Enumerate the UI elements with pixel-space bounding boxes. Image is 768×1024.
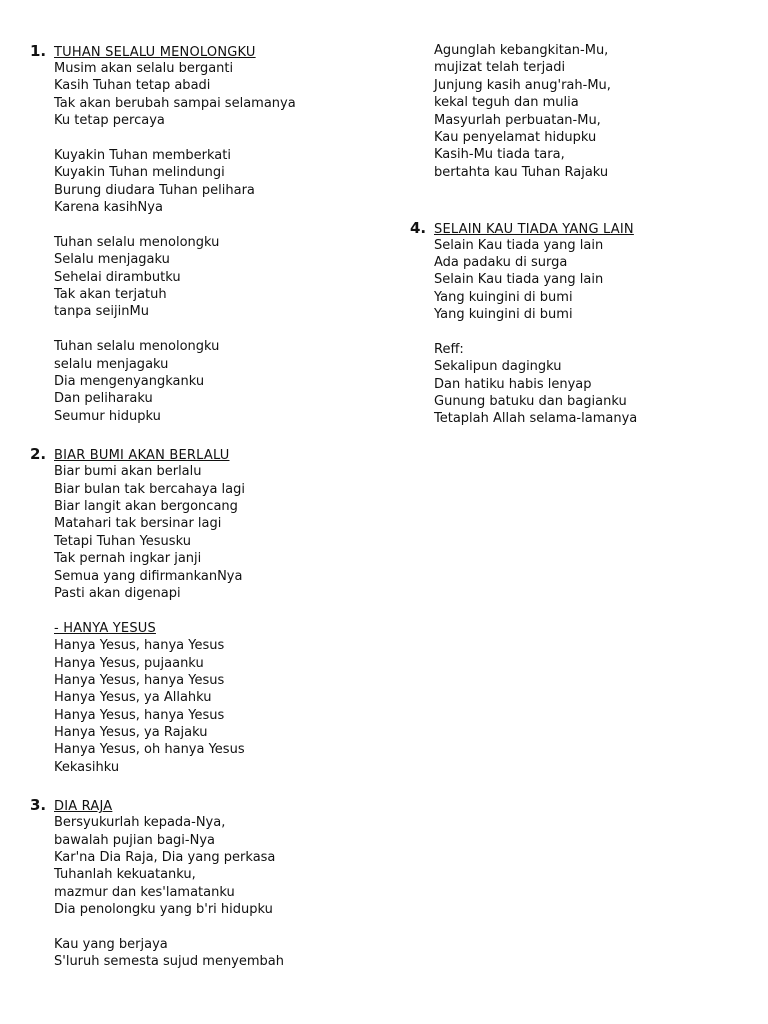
- lyric-line: Junjung kasih anug'rah-Mu,: [434, 77, 611, 93]
- lyric-line: kekal teguh dan mulia: [434, 95, 579, 111]
- lyric-line: Matahari tak bersinar lagi: [54, 516, 222, 532]
- lyric-line: Selain Kau tiada yang lain: [434, 272, 604, 288]
- lyric-line: Masyurlah perbuatan-Mu,: [434, 112, 601, 128]
- song-4-lyrics: [410, 237, 750, 428]
- lyric-line: Hanya Yesus, hanya Yesus: [54, 638, 225, 654]
- lyric-line: mazmur dan kes'lamatanku: [54, 884, 235, 900]
- lyric-line: Seumur hidupku: [54, 408, 161, 424]
- lyric-line: Tuhanlah kekuatanku,: [54, 867, 196, 883]
- lyric-line: Bersyukurlah kepada-Nya,: [54, 815, 226, 831]
- lyric-line: Biar bulan tak bercahaya lagi: [54, 481, 246, 497]
- lyric-line: Selalu menjagaku: [54, 252, 170, 268]
- song-title: DIA RAJA: [54, 799, 113, 815]
- song-2-lyrics: [30, 463, 400, 776]
- lyric-line: S'luruh semesta sujud menyembah: [54, 954, 284, 970]
- lyric-line: Kar'na Dia Raja, Dia yang perkasa: [54, 850, 276, 866]
- lyric-line: Kuyakin Tuhan memberkati: [54, 147, 231, 163]
- lyric-line: Ku tetap percaya: [54, 113, 165, 129]
- lyric-line: Kau penyelamat hidupku: [434, 129, 597, 145]
- song-4: [410, 219, 750, 428]
- lyric-line: Sehelai dirambutku: [54, 269, 181, 285]
- song-3-lyrics: [30, 814, 400, 971]
- song-title: BIAR BUMI AKAN BERLALU: [54, 448, 230, 464]
- lyric-line: bertahta kau Tuhan Rajaku: [434, 164, 609, 180]
- lyric-line: Biar langit akan bergoncang: [54, 498, 238, 514]
- lyric-line: Tak akan terjatuh: [54, 287, 167, 303]
- song-title: TUHAN SELALU MENOLONGKU: [54, 45, 256, 60]
- lyric-line: Yang kuingini di bumi: [434, 289, 573, 305]
- lyric-line: Tetapi Tuhan Yesusku: [54, 533, 191, 549]
- lyric-line: Kuyakin Tuhan melindungi: [54, 165, 225, 181]
- song-title: SELAIN KAU TIADA YANG LAIN: [434, 221, 634, 237]
- lyric-line: Kekasihku: [54, 759, 120, 775]
- song-number: 1.: [30, 42, 47, 60]
- lyric-line: Yang kuingini di bumi: [434, 307, 573, 323]
- song-2: [30, 445, 400, 776]
- lyric-line: Tuhan selalu menolongku: [54, 339, 220, 355]
- song-number: 3.: [30, 796, 47, 815]
- left-column: [30, 42, 400, 971]
- lyric-line: Dia mengenyangkanku: [54, 374, 205, 390]
- lyric-line: Tak akan berubah sampai selamanya: [54, 95, 296, 111]
- lyric-line: Semua yang difirmankanNya: [54, 568, 243, 584]
- song-3-continued-lyrics: [410, 42, 750, 181]
- lyric-line: Hanya Yesus, hanya Yesus: [54, 707, 225, 723]
- lyric-line: Tetaplah Allah selama-lamanya: [434, 411, 638, 427]
- song-4-header: [410, 219, 750, 237]
- lyric-line: Ada padaku di surga: [434, 254, 568, 270]
- lyric-line: Dia penolongku yang b'ri hidupku: [54, 902, 273, 918]
- lyric-line: Hanya Yesus, pujaanku: [54, 655, 204, 671]
- lyric-line: Gunung batuku dan bagianku: [434, 394, 627, 410]
- song-number: 2.: [30, 445, 47, 464]
- subsong-title: - HANYA YESUS: [54, 620, 156, 636]
- lyric-line: selalu menjagaku: [54, 356, 169, 372]
- lyric-line: tanpa seijinMu: [54, 304, 149, 320]
- right-column: [410, 42, 750, 428]
- lyric-line: Karena kasihNya: [54, 200, 163, 216]
- refrain-label: Reff:: [434, 341, 464, 357]
- lyric-line: Hanya Yesus, oh hanya Yesus: [54, 742, 245, 758]
- song-1: [30, 42, 400, 425]
- lyric-line: Pasti akan digenapi: [54, 585, 181, 601]
- song-3: [30, 796, 400, 971]
- lyric-line: bawalah pujian bagi-Nya: [54, 832, 215, 848]
- lyric-line: mujizat telah terjadi: [434, 60, 566, 76]
- lyric-line: Biar bumi akan berlalu: [54, 464, 202, 480]
- lyric-line: Hanya Yesus, ya Rajaku: [54, 725, 208, 741]
- lyric-line: Hanya Yesus, ya Allahku: [54, 690, 212, 706]
- lyric-line: Tak pernah ingkar janji: [54, 551, 202, 567]
- song-1-header: [30, 42, 400, 60]
- lyric-line: Burung diudara Tuhan pelihara: [54, 182, 255, 198]
- lyric-line: Hanya Yesus, hanya Yesus: [54, 672, 225, 688]
- lyric-line: Dan peliharaku: [54, 391, 153, 407]
- lyric-line: Tuhan selalu menolongku: [54, 234, 220, 250]
- song-3-header: [30, 796, 400, 814]
- lyric-line: Kasih Tuhan tetap abadi: [54, 78, 211, 94]
- lyric-line: Kasih-Mu tiada tara,: [434, 147, 565, 163]
- song-1-lyrics: [30, 60, 400, 425]
- song-number: 4.: [410, 218, 427, 237]
- lyric-line: Selain Kau tiada yang lain: [434, 237, 604, 253]
- song-2-header: [30, 445, 400, 463]
- lyric-line: Sekalipun dagingku: [434, 359, 562, 375]
- lyric-line: Musim akan selalu berganti: [54, 61, 234, 76]
- lyric-line: Dan hatiku habis lenyap: [434, 376, 592, 392]
- lyric-line: Agunglah kebangkitan-Mu,: [434, 43, 609, 58]
- lyric-line: Kau yang berjaya: [54, 936, 168, 952]
